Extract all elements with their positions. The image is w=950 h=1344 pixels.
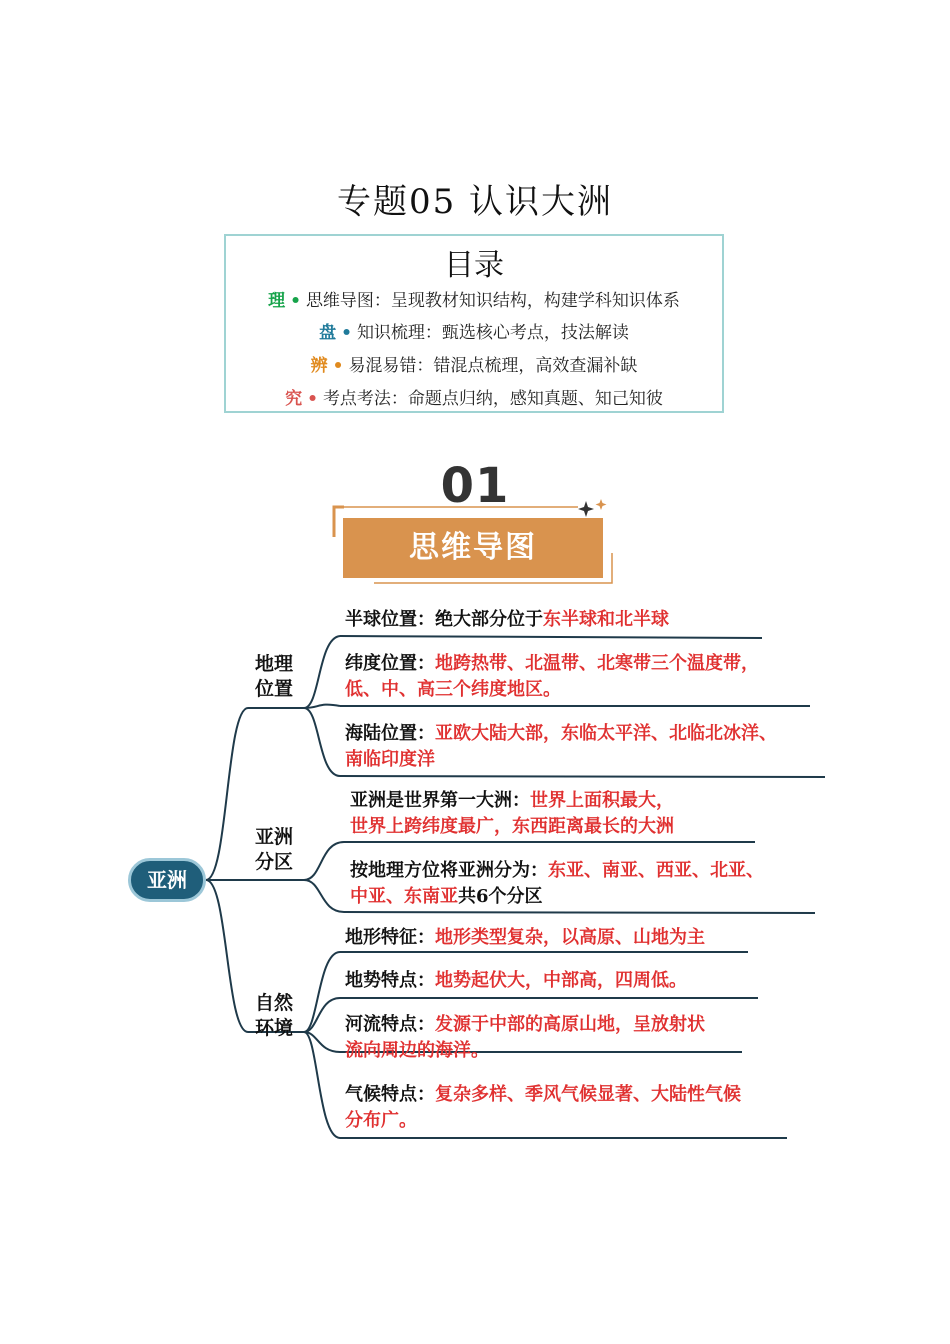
toc-row-text: 考点考法：命题点归纳，感知真题、知己知彼: [322, 389, 663, 409]
leaf-key: 海陆位置：: [345, 723, 435, 744]
sparkle-icon: [596, 499, 607, 510]
leaf-highlight: 东亚、南亚、西亚、北亚、: [548, 860, 764, 881]
toc-mark: 理: [268, 291, 286, 311]
table-of-contents: [224, 234, 724, 413]
toc-row-text: 知识梳理：甄选核心考点，技法解读: [356, 323, 629, 343]
mindmap-leaf: [350, 788, 674, 840]
toc-row-text: 易混易错：错混点梳理，高效查漏补缺: [348, 356, 638, 376]
category-line: 分区: [255, 851, 294, 873]
document-title: 专题05 认识大洲: [336, 182, 614, 222]
category-line: 地理: [255, 653, 294, 675]
mindmap-root: 亚洲: [128, 858, 206, 902]
category-line: 位置: [255, 678, 294, 700]
leaf-highlight: 亚欧大陆大部，东临太平洋、北临北冰洋、: [435, 723, 777, 744]
leaf-highlight: 世界上面积最大，: [530, 790, 674, 811]
leaf-highlight: 复杂多样、季风气候显著、大陆性气候: [435, 1084, 741, 1105]
section-number: 01: [440, 458, 510, 514]
bullet-icon: •: [307, 389, 318, 409]
leaf-highlight: 中亚、东南亚: [350, 886, 458, 907]
leaf-key: 地形特征：: [345, 927, 435, 948]
leaf-key: 河流特点：: [345, 1014, 435, 1035]
toc-heading: 目录: [444, 248, 504, 283]
mindmap-leaf: [345, 721, 777, 773]
category-line: 亚洲: [255, 826, 294, 848]
mindmap-leaf: [345, 607, 669, 633]
leaf-key: 气候特点：: [345, 1084, 435, 1105]
category-line: 自然: [255, 992, 294, 1014]
sparkle-icon: [578, 501, 594, 517]
leaf-key: 纬度位置：: [345, 653, 435, 674]
bullet-icon: •: [332, 356, 344, 376]
leaf-key: 亚洲是世界第一大洲：: [350, 790, 530, 811]
section-banner: 思维导图: [343, 518, 603, 578]
leaf-highlight: 东半球和北半球: [543, 609, 669, 630]
toc-mark: 辨: [310, 356, 328, 376]
mindmap-leaf: [350, 858, 764, 910]
mindmap-category: [255, 652, 293, 702]
toc-row: [226, 286, 722, 311]
leaf-highlight: 发源于中部的高原山地，呈放射状: [435, 1014, 705, 1035]
toc-row: [226, 351, 722, 376]
leaf-text: 绝大部分位于: [435, 609, 543, 630]
mindmap-leaf: [345, 925, 705, 951]
bullet-icon: •: [290, 291, 301, 311]
mindmap-leaf: [345, 1012, 705, 1064]
leaf-highlight: 地势起伏大，中部高，四周低。: [435, 970, 687, 991]
category-line: 环境: [255, 1017, 294, 1039]
leaf-highlight: 世界上跨纬度最广，东西距离最长的大洲: [350, 816, 674, 837]
leaf-highlight: 分布广。: [345, 1110, 417, 1131]
leaf-highlight: 流向周边的海洋。: [345, 1040, 489, 1061]
leaf-highlight: 低、中、高三个纬度地区。: [345, 679, 561, 700]
toc-mark: 究: [285, 389, 303, 409]
mindmap-category: [255, 991, 293, 1041]
toc-mark: 盘: [319, 323, 337, 343]
toc-row-text: 思维导图：呈现教材知识结构，构建学科知识体系: [305, 291, 680, 311]
leaf-key: 地势特点：: [345, 970, 435, 991]
mindmap-category: [255, 825, 293, 875]
toc-row: [226, 318, 722, 343]
leaf-text: 共6个分区: [458, 886, 543, 907]
leaf-highlight: 地形类型复杂，以高原、山地为主: [435, 927, 705, 948]
bullet-icon: •: [341, 323, 352, 343]
toc-row: [226, 384, 722, 409]
mindmap-leaf: [345, 1082, 741, 1134]
mindmap-leaf: [345, 968, 687, 994]
leaf-key: 按地理方位将亚洲分为：: [350, 860, 548, 881]
leaf-highlight: 南临印度洋: [345, 749, 435, 770]
mindmap-leaf: [345, 651, 759, 703]
leaf-highlight: 地跨热带、北温带、北寒带三个温度带，: [435, 653, 759, 674]
leaf-key: 半球位置：: [345, 609, 435, 630]
